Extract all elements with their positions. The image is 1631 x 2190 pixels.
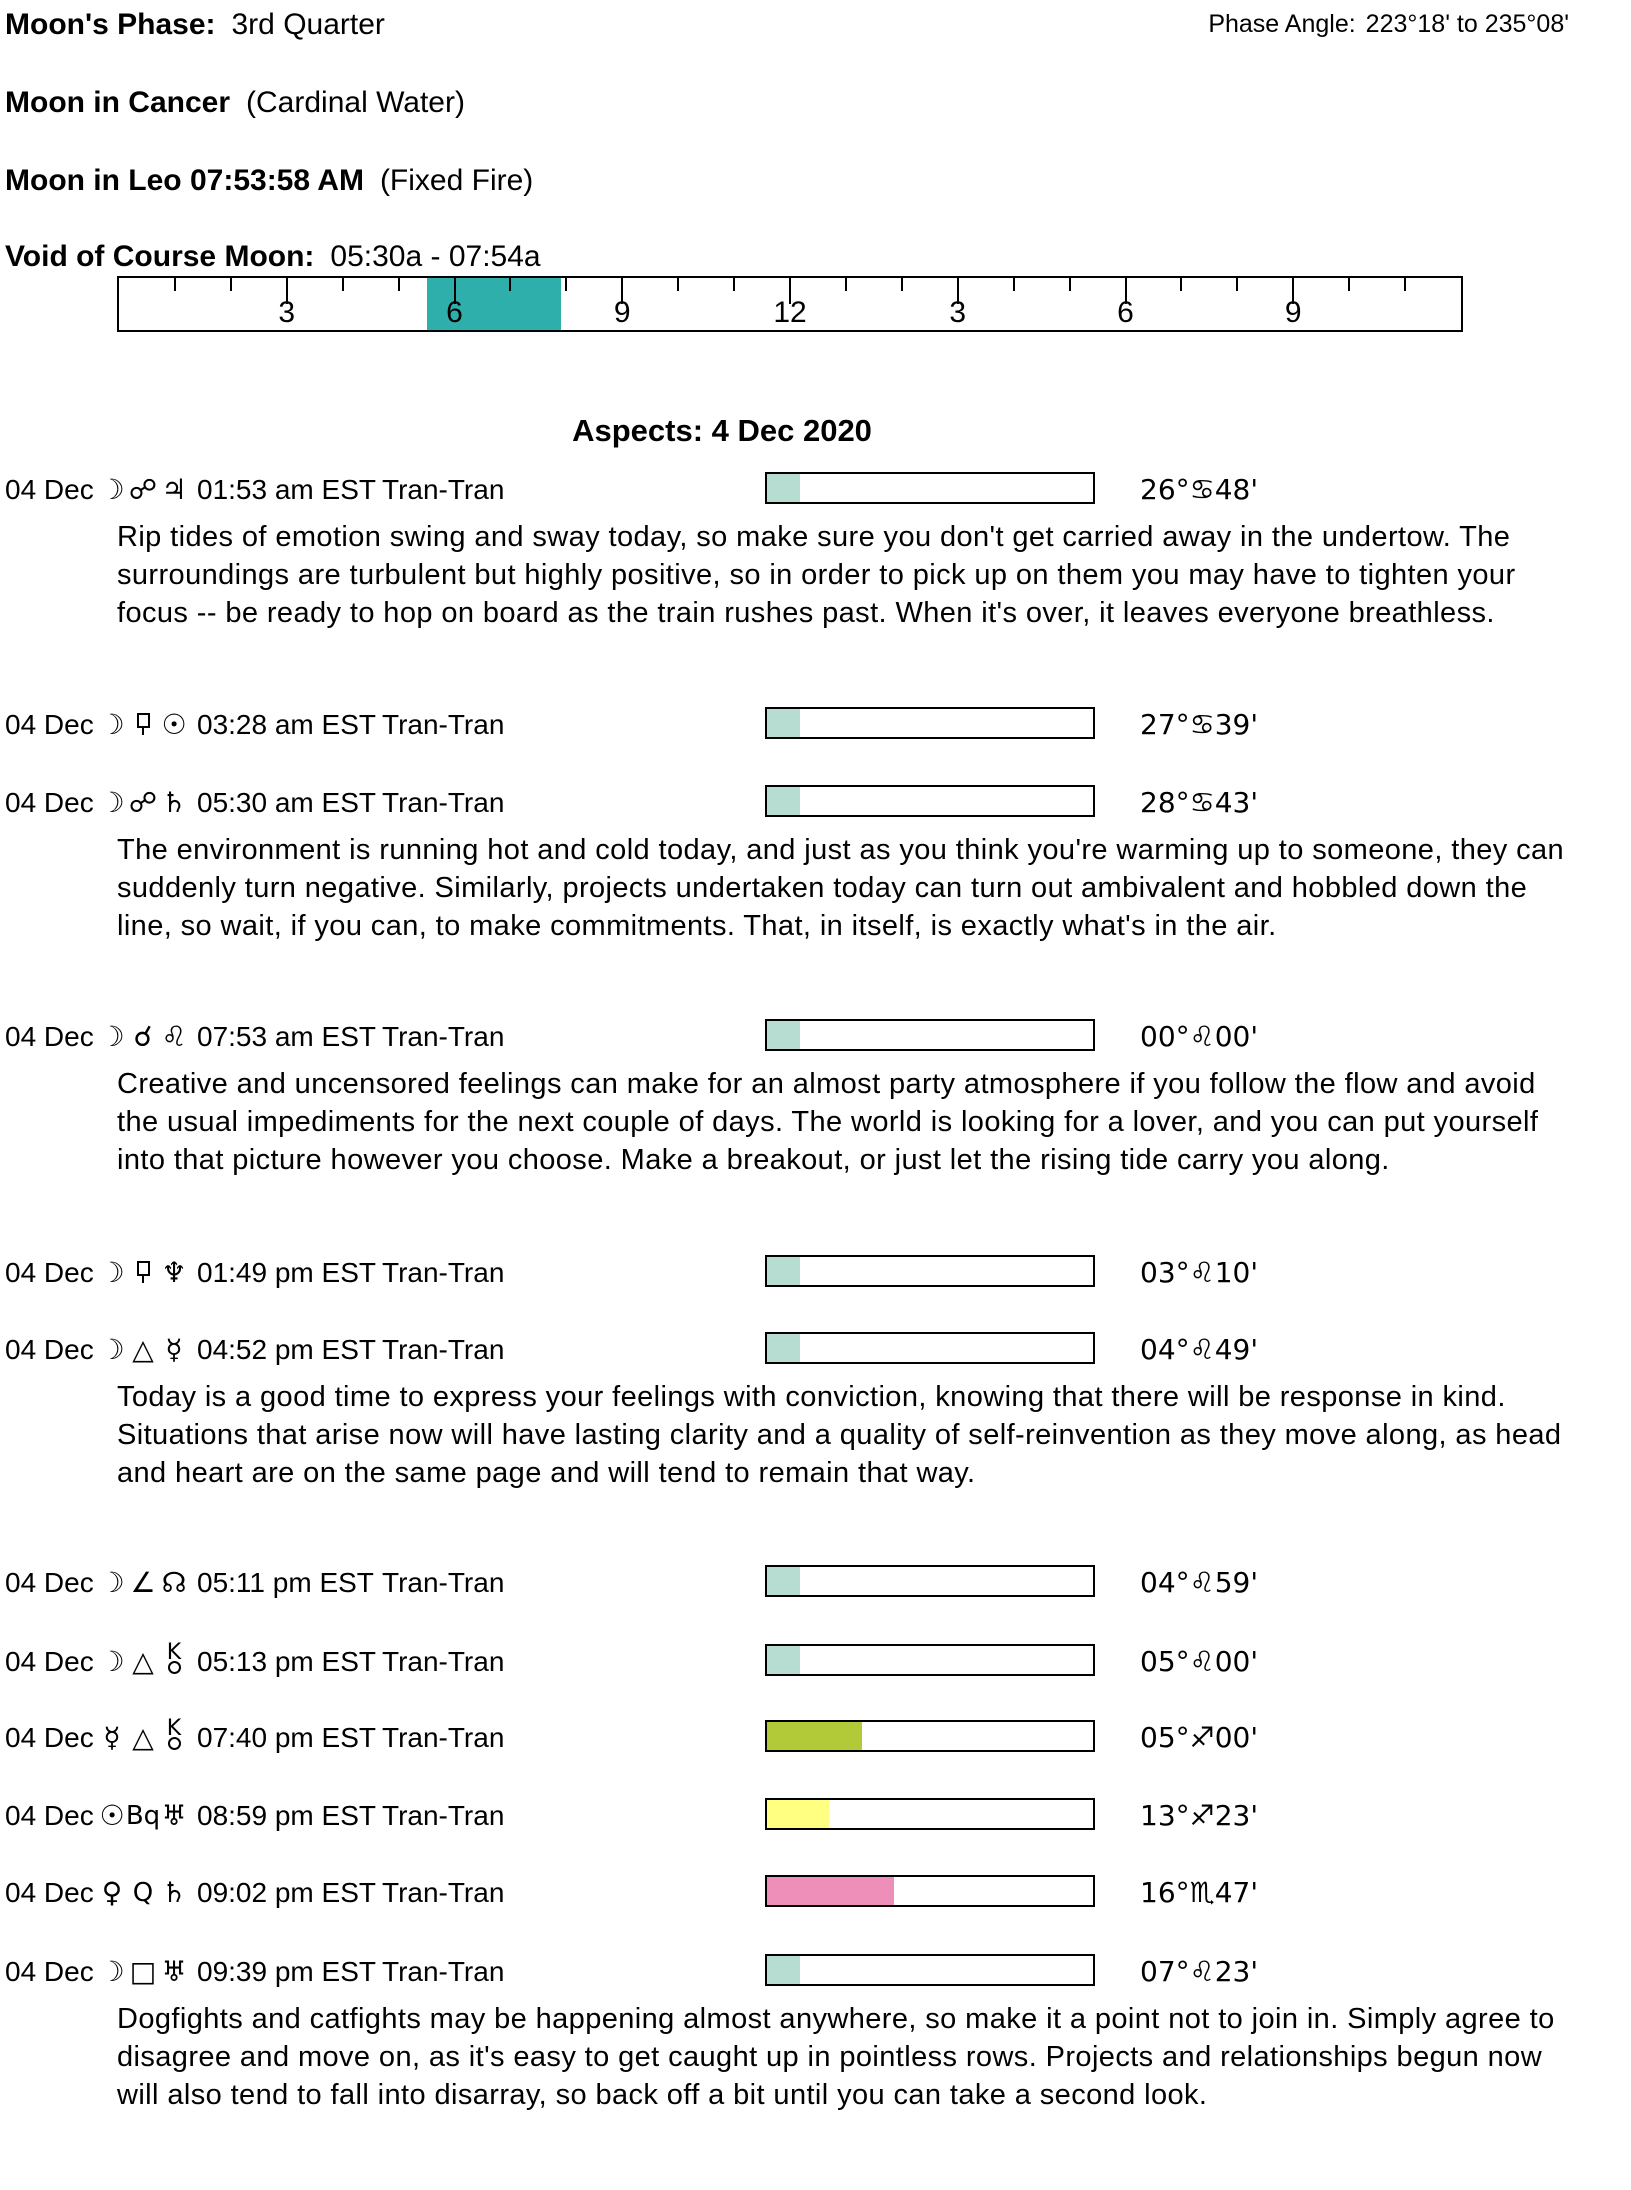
orb-bar-fill — [767, 1567, 800, 1595]
phase-angle-value: 223°18' to 235°08' — [1365, 10, 1569, 38]
aspect-time: 05:30 am EST — [197, 787, 376, 818]
aspect-time: 05:11 pm EST — [197, 1567, 374, 1598]
aspect-time: 07:53 am EST — [197, 1021, 376, 1052]
phase-angle-line — [1208, 10, 1569, 39]
hour-label: 9 — [613, 296, 631, 329]
timeline-ruler — [117, 276, 1463, 332]
aspect-description: Today is a good time to express your feelings with conviction, knowing that there will be response in kind. Situations that arise now will have lasting clarity and a quality of self-reinvention as they move along, as head and heart are on the same page and will tend to remain that way. — [117, 1381, 1562, 1489]
aspect-description: Rip tides of emotion swing and sway today, so make sure you don't get carried away in the undertow. The surroundings are turbulent but highly positive, so in order to pick up on them you may have to tighten your focus -- be ready to hop on board as the train rushes past. When it's over, it leaves everyone breathless. — [117, 521, 1516, 629]
chiron-shape: K — [167, 1721, 181, 1750]
moon-icon: ☽ — [99, 473, 125, 506]
neptune-icon: ♆ — [161, 1256, 187, 1289]
aspect-time: 09:02 pm EST — [197, 1877, 376, 1908]
hour-tick — [230, 278, 232, 291]
aspect-description: The environment is running hot and cold today, and just as you think you're warming up to someone, they can suddenly turn negative. Similarly, projects undertaken today can turn out ambivalent and hobbled down the line, so wait, if you can, to make commitments. That, in itself, is exactly what's in the air. — [117, 834, 1565, 942]
orb-bar — [765, 1954, 1095, 1986]
aspect-type: Tran-Tran — [382, 1257, 505, 1288]
orb-bar-fill — [767, 1722, 862, 1750]
aspect-degree: 03°♌10' — [1140, 1256, 1259, 1289]
venus-icon: ♀ — [101, 1876, 123, 1909]
orb-bar — [765, 1255, 1095, 1287]
aspect-time: 09:39 pm EST — [197, 1956, 376, 1987]
aspect-degree: 04°♌59' — [1140, 1566, 1259, 1599]
orb-bar — [765, 707, 1095, 739]
hour-tick — [398, 278, 400, 291]
orb-bar-fill — [767, 1877, 894, 1905]
aspect-row — [5, 1333, 1625, 1367]
moon-sign-line — [5, 86, 465, 120]
orb-bar — [765, 1875, 1095, 1907]
hour-label: 6 — [1117, 296, 1134, 329]
sesquiquadrate-shape — [137, 713, 150, 728]
orb-bar-fill — [767, 1800, 829, 1828]
hour-label: 6 — [446, 296, 463, 329]
hour-tick — [677, 278, 679, 291]
aspect-row — [5, 1020, 1625, 1054]
aspect-date: 04 Dec — [5, 709, 94, 740]
hour-tick — [1348, 278, 1350, 291]
moon-icon: ☽ — [99, 1256, 125, 1289]
orb-bar-fill — [767, 1257, 800, 1285]
aspect-degree: 28°♋43' — [1140, 786, 1259, 819]
aspect-type: Tran-Tran — [382, 474, 505, 505]
semisquare-icon: ∠ — [130, 1566, 156, 1599]
opposition-icon: ☍ — [128, 473, 158, 506]
hour-tick — [1013, 278, 1015, 291]
orb-bar — [765, 1332, 1095, 1364]
aspect-degree: 05°♐00' — [1140, 1721, 1259, 1754]
quintile-label: Q — [132, 1878, 154, 1908]
void-of-course-value: 05:30a - 07:54a — [330, 240, 541, 273]
hour-tick — [1069, 278, 1071, 291]
moon-icon: ☽ — [99, 1566, 125, 1599]
orb-bar-fill — [767, 474, 800, 502]
aspect-type: Tran-Tran — [382, 1722, 505, 1753]
opposition-icon: ☍ — [128, 786, 158, 819]
orb-bar — [765, 785, 1095, 817]
aspect-degree: 13°♐23' — [1140, 1799, 1259, 1832]
aspect-date: 04 Dec — [5, 1646, 94, 1677]
void-of-course-label: Void of Course Moon: — [5, 240, 315, 273]
orb-bar — [765, 472, 1095, 504]
north-node-icon: ☊ — [161, 1566, 187, 1599]
aspect-row — [5, 1715, 1625, 1755]
aspect-type: Tran-Tran — [382, 1877, 505, 1908]
moon-icon: ☽ — [99, 1333, 125, 1366]
aspect-time: 01:49 pm EST — [197, 1257, 376, 1288]
hour-label: 12 — [773, 296, 807, 329]
trine-icon: △ — [132, 1333, 154, 1366]
orb-bar-fill — [767, 1334, 800, 1362]
mercury-icon: ☿ — [165, 1333, 183, 1366]
aspect-date: 04 Dec — [5, 1800, 94, 1831]
aspect-type: Tran-Tran — [382, 709, 505, 740]
aspect-type: Tran-Tran — [382, 1021, 505, 1052]
chiron-shape: K — [167, 1645, 181, 1674]
aspect-row — [5, 708, 1625, 742]
aspect-row — [5, 473, 1625, 507]
moon-icon: ☽ — [99, 1645, 125, 1678]
aspect-date: 04 Dec — [5, 1877, 94, 1908]
hour-tick — [845, 278, 847, 291]
hour-tick — [1404, 278, 1406, 291]
aspect-row — [5, 1566, 1625, 1600]
orb-bar-fill — [767, 1021, 800, 1049]
sesquiquadrate-shape — [137, 1261, 150, 1276]
moon-ingress-label: Moon in Leo 07:53:58 AM — [5, 164, 364, 197]
aspect-type: Tran-Tran — [382, 787, 505, 818]
saturn-icon: ♄ — [161, 786, 187, 819]
aspect-date: 04 Dec — [5, 474, 94, 505]
aspect-type: Tran-Tran — [382, 1567, 505, 1598]
aspect-degree: 16°♏47' — [1140, 1876, 1259, 1909]
jupiter-icon: ♃ — [161, 473, 187, 506]
biquintile-label: Bq — [125, 1801, 161, 1831]
aspect-degree: 07°♌23' — [1140, 1955, 1259, 1988]
moon-sign-label: Moon in Cancer — [5, 86, 231, 119]
aspect-degree: 27°♋39' — [1140, 708, 1259, 741]
void-of-course-line — [5, 240, 541, 274]
orb-bar — [765, 1644, 1095, 1676]
hour-tick — [565, 278, 567, 291]
moons-phase-label: Moon's Phase: — [5, 8, 216, 41]
moon-ingress-line — [5, 164, 533, 198]
aspect-description: Creative and uncensored feelings can make for an almost party atmosphere if you follow the flow and avoid the usual impediments for the next couple of days. The world is looking for a lover, and you can put yourself into that picture however you choose. Make a breakout, or just let the rising tide carry you along. — [117, 1068, 1539, 1176]
aspect-date: 04 Dec — [5, 1722, 94, 1753]
aspect-degree: 00°♌00' — [1140, 1020, 1259, 1053]
uranus-icon: ♅ — [161, 1955, 187, 1988]
hour-tick — [901, 278, 903, 291]
aspect-time: 08:59 pm EST — [197, 1800, 376, 1831]
aspect-time: 01:53 am EST — [197, 474, 376, 505]
moon-ingress-value: (Fixed Fire) — [379, 164, 534, 197]
hour-label: 3 — [278, 296, 296, 329]
conjunction-icon: ☌ — [133, 1020, 153, 1053]
aspect-type: Tran-Tran — [382, 1956, 505, 1987]
aspect-row — [5, 786, 1625, 820]
hour-tick — [1236, 278, 1238, 291]
hour-tick — [733, 278, 735, 291]
moon-icon: ☽ — [99, 1020, 125, 1053]
aspect-row — [5, 1876, 1625, 1910]
aspects-title: Aspects: 4 Dec 2020 — [572, 413, 872, 448]
hour-label: 9 — [1284, 296, 1302, 329]
aspect-type: Tran-Tran — [382, 1800, 505, 1831]
aspect-description: Dogfights and catfights may be happening almost anywhere, so make it a point not to join in. Simply agree to disagree and move on, as it's easy to get caught up in pointless rows. Projects and relationships begun now will also tend to fall into disarray, so back off a bit until you can take a second look. — [117, 2003, 1555, 2111]
aspect-type: Tran-Tran — [382, 1646, 505, 1677]
aspect-time: 04:52 pm EST — [197, 1334, 376, 1365]
orb-bar-fill — [767, 1646, 800, 1674]
aspect-row — [5, 1799, 1625, 1833]
aspect-type: Tran-Tran — [382, 1334, 505, 1365]
aspect-row — [5, 1256, 1625, 1290]
moon-icon: ☽ — [99, 1955, 125, 1988]
phase-angle-label: Phase Angle: — [1208, 10, 1356, 38]
aspect-degree: 05°♌00' — [1140, 1645, 1259, 1678]
orb-bar-fill — [767, 1956, 800, 1984]
uranus-icon: ♅ — [161, 1799, 187, 1832]
moon-sign-value: (Cardinal Water) — [246, 86, 465, 119]
aspect-date: 04 Dec — [5, 1956, 94, 1987]
aspect-time: 07:40 pm EST — [197, 1722, 376, 1753]
aspect-degree: 04°♌49' — [1140, 1333, 1259, 1366]
aspect-row — [5, 1955, 1625, 1989]
sun-icon: ☉ — [99, 1799, 125, 1832]
aspect-date: 04 Dec — [5, 1334, 94, 1365]
orb-bar-fill — [767, 709, 800, 737]
aspect-degree: 26°♋48' — [1140, 473, 1259, 506]
hour-tick — [1180, 278, 1182, 291]
square-icon: □ — [129, 1955, 157, 1988]
aspect-date: 04 Dec — [5, 1021, 94, 1052]
trine-icon: △ — [132, 1645, 154, 1678]
orb-bar — [765, 1565, 1095, 1597]
moons-phase-line — [5, 8, 385, 42]
orb-bar — [765, 1019, 1095, 1051]
sun-icon: ☉ — [161, 708, 187, 741]
saturn-icon: ♄ — [161, 1876, 187, 1909]
aspect-date: 04 Dec — [5, 787, 94, 818]
aspect-time: 05:13 pm EST — [197, 1646, 376, 1677]
moons-phase-value: 3rd Quarter — [231, 8, 385, 41]
orb-bar — [765, 1720, 1095, 1752]
aspect-time: 03:28 am EST — [197, 709, 376, 740]
aspect-date: 04 Dec — [5, 1567, 94, 1598]
mercury-icon: ☿ — [103, 1721, 121, 1754]
aspect-row — [5, 1639, 1625, 1679]
hour-tick — [174, 278, 176, 291]
chiron-icon — [152, 1715, 196, 1755]
trine-icon: △ — [132, 1721, 154, 1754]
orb-bar — [765, 1798, 1095, 1830]
moon-icon: ☽ — [99, 708, 125, 741]
aspect-date: 04 Dec — [5, 1257, 94, 1288]
hour-tick — [509, 278, 511, 291]
chiron-icon — [152, 1639, 196, 1679]
leo-icon: ♌ — [161, 1020, 187, 1053]
hour-tick — [342, 278, 344, 291]
moon-icon: ☽ — [99, 786, 125, 819]
orb-bar-fill — [767, 787, 800, 815]
hour-label: 3 — [949, 296, 967, 329]
